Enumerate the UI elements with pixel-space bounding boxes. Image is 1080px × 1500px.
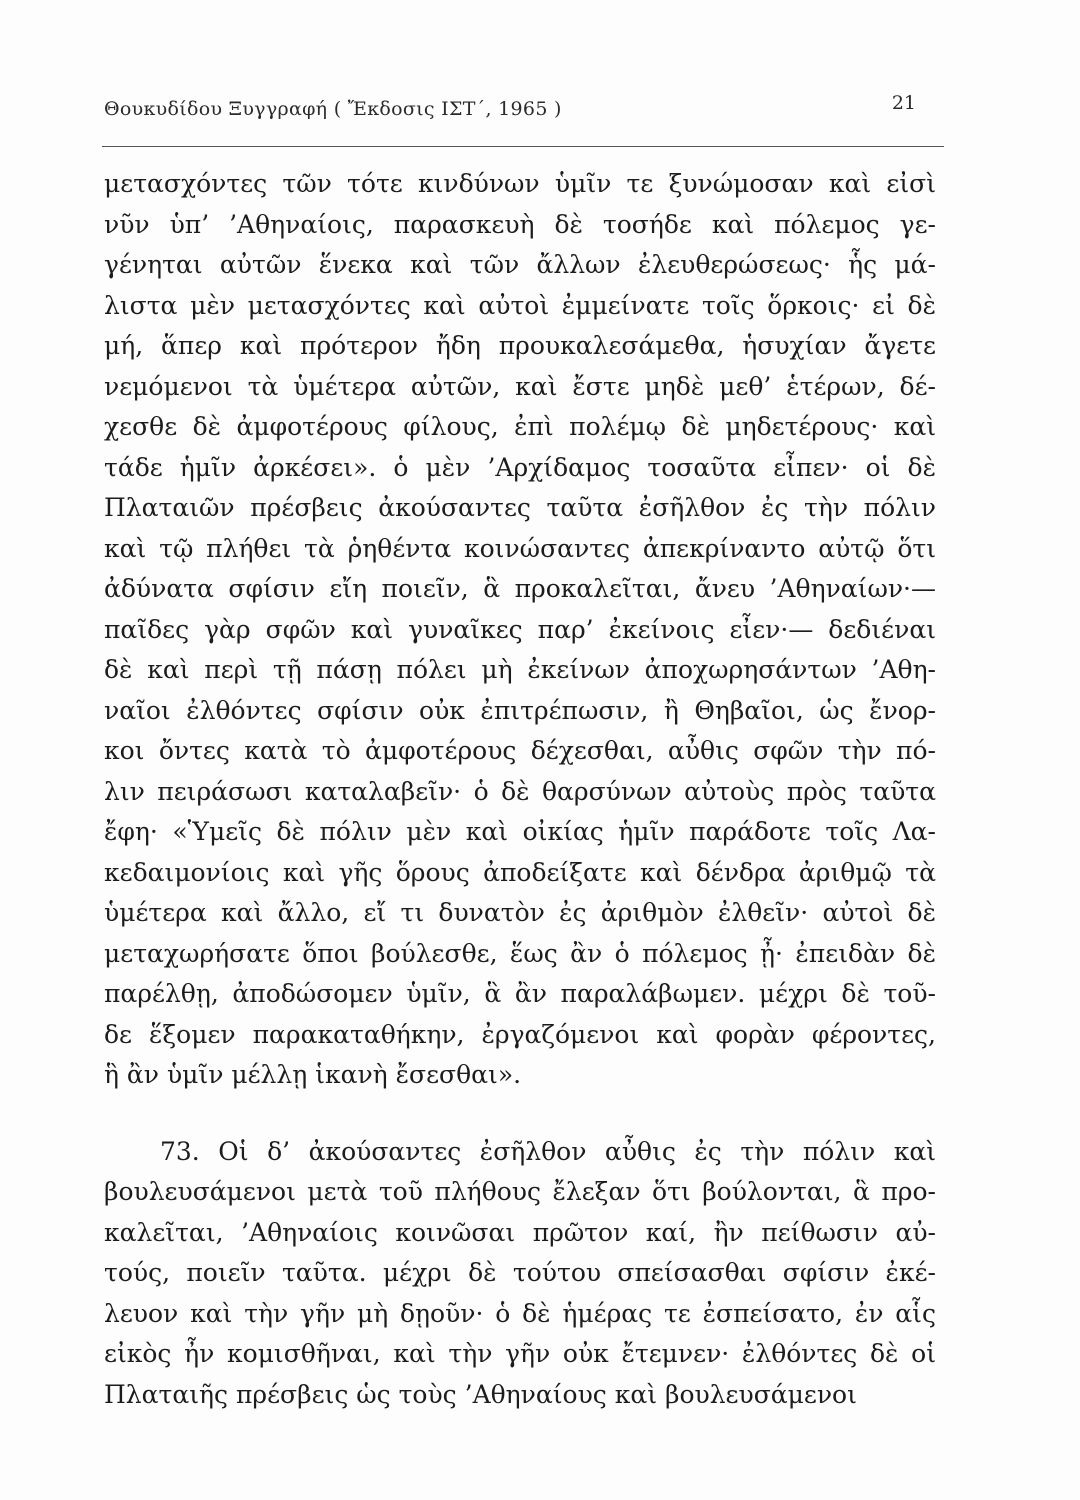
body-text bbox=[104, 164, 936, 1415]
text-line: εἰκὸς ἦν κομισθῆναι, καὶ τὴν γῆν οὐκ ἔτεμνεν· ἐλθόντες δὲ οἱ bbox=[104, 1339, 936, 1368]
text-line: κεδαιμονίοις καὶ γῆς ὅρους ἀποδείξατε καὶ δένδρα ἀριθμῷ τὰ bbox=[104, 857, 936, 887]
text-line: καλεῖται, ’Αθηναίοις κοινῶσαι πρῶτον καί, ἢν πείθωσιν αὐ- bbox=[104, 1217, 936, 1247]
text-line: μεταχωρήσατε ὅποι βούλεσθε, ἕως ἂν ὁ πόλεμος ᾖ· ἐπειδὰν δὲ bbox=[104, 938, 936, 968]
text-line: χεσθε δὲ ἀμφοτέρους φίλους, ἐπὶ πολέμῳ δὲ μηδετέρους· καὶ bbox=[104, 412, 936, 441]
text-line: ἀδύνατα σφίσιν εἴη ποιεῖν, ἃ προκαλεῖται, ἄνευ ’Αθηναίων·— bbox=[104, 574, 936, 603]
text-line: λιστα μὲν μετασχόντες καὶ αὐτοὶ ἐμμείνατε τοῖς ὅρκοις· εἰ δὲ bbox=[104, 290, 936, 320]
text-line: παρέλθῃ, ἀποδώσομεν ὑμῖν, ἃ ἂν παραλάβωμεν. μέχρι δὲ τοῦ- bbox=[104, 979, 936, 1008]
text-line: 73. Οἱ δ’ ἀκούσαντες ἐσῆλθον αὖθις ἐς τὴν πόλιν καὶ bbox=[160, 1136, 936, 1166]
text-line: Πλαταιῶν πρέσβεις ἀκούσαντες ταῦτα ἐσῆλθον ἐς τὴν πόλιν bbox=[104, 493, 936, 522]
text-line: νεμόμενοι τὰ ὑμέτερα αὐτῶν, καὶ ἔστε μηδὲ μεθ’ ἑτέρων, δέ- bbox=[104, 371, 936, 401]
text-line: κοι ὄντες κατὰ τὸ ἀμφοτέρους δέχεσθαι, αὖθις σφῶν τὴν πό- bbox=[104, 736, 936, 765]
text-line: ὑμέτερα καὶ ἄλλο, εἴ τι δυνατὸν ἐς ἀριθμὸν ἐλθεῖν· αὐτοὶ δὲ bbox=[104, 898, 936, 927]
paragraph-2 bbox=[104, 1132, 936, 1416]
text-line: τάδε ἡμῖν ἀρκέσει». ὁ μὲν ’Αρχίδαμος τοσαῦτα εἶπεν· οἱ δὲ bbox=[104, 452, 936, 482]
text-line: ἣ ἂν ὑμῖν μέλλῃ ἱκανὴ ἔσεσθαι». bbox=[104, 1060, 522, 1089]
text-line: παῖδες γὰρ σφῶν καὶ γυναῖκες παρ’ ἐκείνοις εἶεν·— δεδιέναι bbox=[104, 614, 936, 644]
text-line: ἔφη· «Ὑμεῖς δὲ πόλιν μὲν καὶ οἰκίας ἡμῖν παράδοτε τοῖς Λα- bbox=[104, 817, 936, 846]
text-line: μή, ἅπερ καὶ πρότερον ἤδη προυκαλεσάμεθα, ἡσυχίαν ἄγετε bbox=[104, 331, 936, 360]
text-line: βουλευσάμενοι μετὰ τοῦ πλήθους ἔλεξαν ὅτι βούλονται, ἃ προ- bbox=[104, 1177, 936, 1206]
running-header bbox=[104, 92, 944, 132]
paragraph-1 bbox=[104, 164, 936, 1096]
paragraph-gap bbox=[104, 1096, 936, 1132]
text-line: νῦν ὑπ’ ’Αθηναίοις, παρασκευὴ δὲ τοσήδε καὶ πόλεμος γε- bbox=[104, 209, 936, 239]
text-line: καὶ τῷ πλήθει τὰ ῥηθέντα κοινώσαντες ἀπεκρίναντο αὐτῷ ὅτι bbox=[104, 533, 936, 563]
text-line: λιν πειράσωσι καταλαβεῖν· ὁ δὲ θαρσύνων αὐτοὺς πρὸς ταῦτα bbox=[104, 776, 936, 806]
text-line: Πλαταιῆς πρέσβεις ὡς τοὺς ’Αθηναίους καὶ βουλευσάμενοι bbox=[104, 1379, 857, 1409]
text-line: μετασχόντες τῶν τότε κινδύνων ὑμῖν τε ξυνώμοσαν καὶ εἰσὶ bbox=[104, 169, 936, 198]
header-rule bbox=[102, 146, 944, 147]
text-line: δε ἕξομεν παρακαταθήκην, ἐργαζόμενοι καὶ φορὰν φέροντες, bbox=[104, 1019, 936, 1049]
text-line: τούς, ποιεῖν ταῦτα. μέχρι δὲ τούτου σπείσασθαι σφίσιν ἐκέ- bbox=[104, 1258, 936, 1287]
text-line: δὲ καὶ περὶ τῇ πάσῃ πόλει μὴ ἐκείνων ἀποχωρησάντων ’Αθη- bbox=[104, 655, 936, 684]
text-line: γένηται αὐτῶν ἕνεκα καὶ τῶν ἄλλων ἐλευθερώσεως· ἧς μά- bbox=[104, 250, 936, 279]
text-line: λευον καὶ τὴν γῆν μὴ δῃοῦν· ὁ δὲ ἡμέρας τε ἐσπείσατο, ἐν αἷς bbox=[104, 1298, 936, 1328]
text-line: ναῖοι ἐλθόντες σφίσιν οὐκ ἐπιτρέπωσιν, ἢ Θηβαῖοι, ὡς ἔνορ- bbox=[104, 695, 936, 725]
header-title: Θουκυδίδου Ξυγγραφή ( Ἔκδοσις ΙΣΤ΄, 1965 ) bbox=[104, 98, 562, 120]
page-number: 21 bbox=[891, 92, 916, 114]
